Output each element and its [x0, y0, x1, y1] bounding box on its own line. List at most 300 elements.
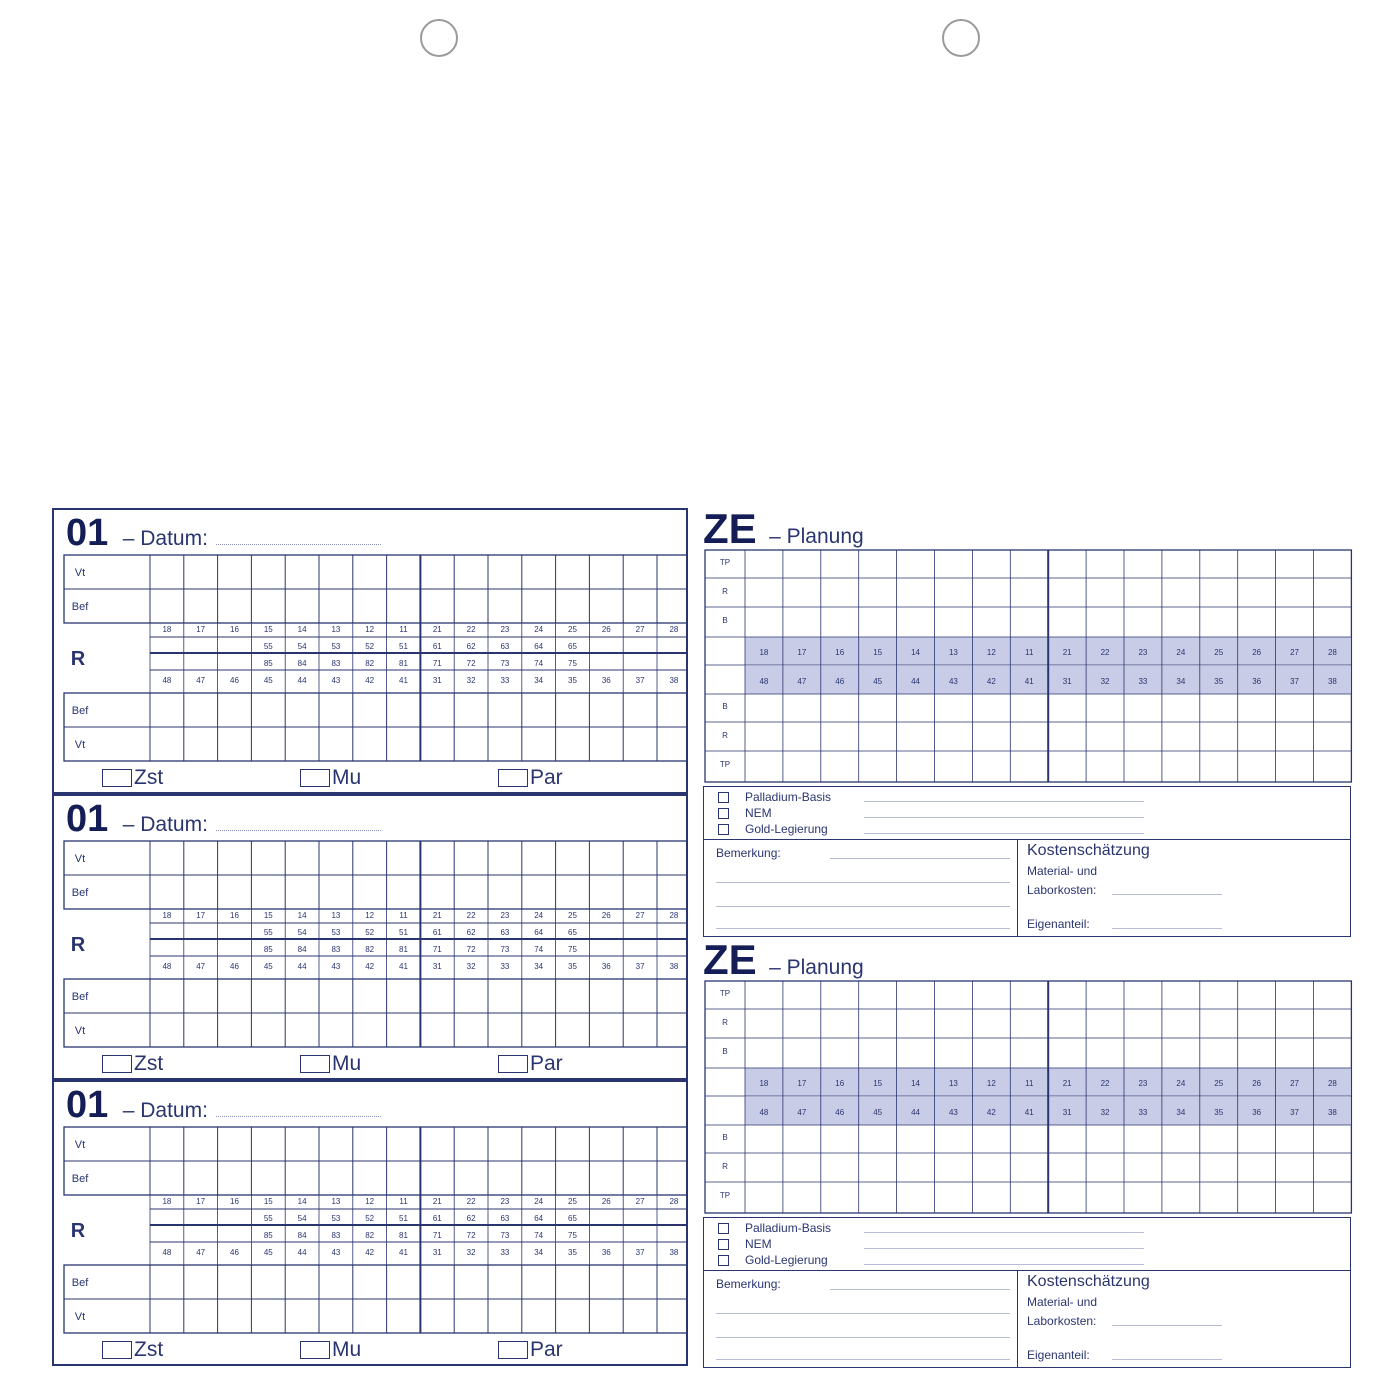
material-box [703, 1217, 1351, 1271]
ze-tooth-number: 15 [873, 648, 883, 657]
tooth-number: 18 [162, 911, 172, 920]
tooth-number: 42 [365, 676, 375, 685]
tooth-number: 51 [399, 642, 408, 651]
tooth-number: 15 [263, 625, 273, 634]
tooth-number: 53 [331, 928, 341, 937]
ze-row-label: R [722, 1162, 728, 1171]
par-label: Par [530, 766, 563, 789]
tooth-number: 45 [263, 962, 273, 971]
tooth-number: 48 [162, 1248, 172, 1257]
tooth-number: 35 [568, 676, 577, 685]
bemerkung-line[interactable] [716, 1313, 1010, 1314]
tooth-number: 83 [331, 659, 341, 668]
ze-tooth-number: 21 [1062, 1079, 1072, 1088]
tooth-number: 54 [297, 1214, 307, 1223]
notes-box [703, 839, 1351, 937]
side-label-left: Vt [74, 853, 86, 865]
tooth-number: 62 [466, 1214, 476, 1223]
card-number: 01 [66, 798, 109, 840]
ze-tooth-number: 34 [1176, 1108, 1186, 1117]
tooth-number: 46 [230, 676, 239, 685]
tooth-number: 28 [669, 625, 679, 634]
material-line[interactable] [864, 1264, 1144, 1265]
material-option-nem[interactable]: NEM [718, 1237, 772, 1251]
tooth-number: 22 [466, 1197, 476, 1206]
ze-row-label: B [722, 702, 728, 711]
tooth-number: 27 [635, 625, 645, 634]
tooth-number: 37 [635, 1248, 645, 1257]
ze-tooth-number: 14 [911, 648, 921, 657]
tooth-number: 43 [331, 676, 341, 685]
tooth-number: 35 [568, 962, 577, 971]
side-label-left: Bef [71, 1277, 89, 1289]
tooth-number: 18 [162, 625, 172, 634]
card-number: 01 [66, 1084, 109, 1126]
eigenanteil-line[interactable] [1112, 1359, 1222, 1360]
ze-tooth-number: 37 [1290, 677, 1300, 686]
ze-tooth-number: 47 [797, 1108, 807, 1117]
tooth-number: 11 [399, 625, 408, 634]
kosten-line1: Material- und [1027, 864, 1098, 878]
par-label: Par [530, 1338, 563, 1361]
tooth-number: 82 [365, 659, 375, 668]
tooth-number: 23 [500, 911, 510, 920]
mu-label: Mu [332, 1052, 362, 1075]
ze-tooth-number: 28 [1327, 1079, 1337, 1088]
side-label-left: Bef [71, 601, 89, 613]
tooth-grid [54, 1082, 686, 1367]
ze-planning-card-1 [703, 505, 1353, 939]
tooth-number: 25 [568, 1197, 577, 1206]
tooth-number: 52 [365, 928, 375, 937]
tooth-number: 71 [432, 1231, 442, 1240]
tooth-number: 46 [230, 962, 239, 971]
material-line[interactable] [864, 1248, 1144, 1249]
ze-tooth-number: 17 [797, 648, 807, 657]
dental-chart-card-1 [52, 508, 688, 794]
tooth-grid [54, 796, 686, 1081]
ze-tooth-number: 43 [948, 677, 958, 686]
tooth-number: 84 [297, 1231, 307, 1240]
ze-tooth-number: 13 [948, 1079, 958, 1088]
tooth-number: 75 [568, 945, 577, 954]
ze-row-label: R [722, 731, 728, 740]
tooth-number: 37 [635, 962, 645, 971]
ze-tooth-number: 46 [835, 1108, 845, 1117]
ze-tooth-number: 14 [911, 1079, 921, 1088]
tooth-number: 13 [331, 911, 341, 920]
tooth-number: 47 [196, 962, 206, 971]
mu-checkbox[interactable] [300, 1338, 361, 1362]
kosten-line2: Laborkosten: [1027, 1314, 1097, 1328]
tooth-number: 82 [365, 1231, 375, 1240]
ze-tooth-number: 45 [873, 1108, 883, 1117]
material-option-palladium[interactable]: Palladium-Basis [718, 790, 831, 804]
tooth-number: 47 [196, 676, 206, 685]
tooth-number: 64 [534, 1214, 544, 1223]
tooth-number: 73 [500, 659, 510, 668]
bemerkung-label: Bemerkung: [716, 1277, 781, 1291]
tooth-number: 72 [466, 659, 476, 668]
tooth-number: 53 [331, 1214, 341, 1223]
tooth-number: 44 [297, 676, 307, 685]
bemerkung-line[interactable] [830, 858, 1010, 859]
ze-tooth-number: 48 [759, 1108, 769, 1117]
tooth-number: 34 [534, 676, 544, 685]
material-option-nem[interactable]: NEM [718, 806, 772, 820]
divider [1017, 1271, 1018, 1367]
tooth-number: 12 [365, 625, 375, 634]
tooth-number: 74 [534, 1231, 544, 1240]
ze-tooth-number: 32 [1100, 677, 1110, 686]
ze-tooth-number: 44 [911, 677, 921, 686]
bemerkung-line[interactable] [716, 928, 1010, 929]
tooth-number: 51 [399, 1214, 408, 1223]
ze-tooth-number: 34 [1176, 677, 1186, 686]
ze-planning-card-2 [703, 936, 1353, 1370]
punch-hole-right [942, 19, 980, 57]
ze-tooth-number: 44 [911, 1108, 921, 1117]
tooth-number: 81 [399, 1231, 408, 1240]
tooth-number: 26 [601, 911, 611, 920]
tooth-number: 32 [466, 676, 476, 685]
material-option-gold[interactable]: Gold-Legierung [718, 822, 828, 836]
tooth-number: 12 [365, 911, 375, 920]
tooth-number: 54 [297, 642, 307, 651]
tooth-number: 11 [399, 1197, 408, 1206]
ze-tooth-number: 33 [1138, 677, 1148, 686]
ze-title: ZE [703, 505, 757, 552]
ze-tooth-number: 25 [1214, 1079, 1224, 1088]
eigenanteil-label: Eigenanteil: [1027, 1348, 1090, 1362]
tooth-number: 75 [568, 1231, 577, 1240]
tooth-number: 65 [568, 1214, 577, 1223]
ze-tooth-number: 33 [1138, 1108, 1148, 1117]
tooth-number: 44 [297, 962, 307, 971]
ze-tooth-number: 23 [1138, 1079, 1148, 1088]
tooth-number: 21 [432, 911, 442, 920]
side-label-left: Vt [74, 567, 86, 579]
tooth-number: 43 [331, 962, 341, 971]
bemerkung-line[interactable] [716, 1337, 1010, 1338]
kosten-title: Kostenschätzung [1027, 1273, 1150, 1290]
tooth-number: 75 [568, 659, 577, 668]
tooth-number: 52 [365, 1214, 375, 1223]
tooth-number: 47 [196, 1248, 206, 1257]
ze-tooth-number: 15 [873, 1079, 883, 1088]
ze-tooth-number: 16 [835, 1079, 845, 1088]
tooth-number: 36 [601, 676, 611, 685]
tooth-number: 37 [635, 676, 645, 685]
tooth-number: 85 [263, 659, 273, 668]
tooth-number: 23 [500, 625, 510, 634]
tooth-number: 84 [297, 659, 307, 668]
tooth-number: 28 [669, 1197, 679, 1206]
zst-label: Zst [134, 1338, 164, 1361]
ze-tooth-number: 25 [1214, 648, 1224, 657]
ze-tooth-number: 23 [1138, 648, 1148, 657]
tooth-number: 34 [534, 962, 544, 971]
tooth-number: 55 [263, 1214, 273, 1223]
ze-tooth-number: 27 [1290, 1079, 1300, 1088]
punch-hole-left [420, 19, 458, 57]
ze-tooth-number: 16 [835, 648, 845, 657]
tooth-number: 53 [331, 642, 341, 651]
tooth-number: 81 [399, 659, 408, 668]
zst-checkbox[interactable] [102, 1052, 163, 1076]
tooth-number: 13 [331, 625, 341, 634]
ze-tooth-number: 11 [1025, 1079, 1034, 1088]
tooth-number: 71 [432, 659, 442, 668]
side-label-left: Vt [74, 739, 86, 751]
dental-chart-card-3 [52, 1080, 688, 1366]
tooth-number: 15 [263, 1197, 273, 1206]
tooth-number: 83 [331, 1231, 341, 1240]
dental-chart-card-2 [52, 794, 688, 1080]
tooth-number: 16 [230, 1197, 239, 1206]
tooth-number: 33 [500, 676, 510, 685]
tooth-number: 34 [534, 1248, 544, 1257]
tooth-number: 26 [601, 625, 611, 634]
side-label-left: Vt [74, 1025, 86, 1037]
tooth-number: 42 [365, 962, 375, 971]
tooth-number: 65 [568, 928, 577, 937]
ze-header [703, 505, 864, 553]
material-option-gold[interactable]: Gold-Legierung [718, 1253, 828, 1267]
ze-row-label: TP [719, 1191, 731, 1200]
tooth-number: 18 [162, 1197, 172, 1206]
tooth-number: 43 [331, 1248, 341, 1257]
ze-tooth-number: 43 [948, 1108, 958, 1117]
tooth-number: 74 [534, 945, 544, 954]
datum-label: – Datum: [122, 1099, 208, 1122]
par-label: Par [530, 1052, 563, 1075]
tooth-number: 81 [399, 945, 408, 954]
ze-row-label: R [722, 587, 728, 596]
ze-tooth-number: 12 [986, 648, 996, 657]
tooth-number: 42 [365, 1248, 375, 1257]
material-line[interactable] [864, 817, 1144, 818]
tooth-number: 38 [669, 1248, 679, 1257]
datum-label: – Datum: [122, 527, 208, 550]
tooth-number: 72 [466, 1231, 476, 1240]
tooth-number: 14 [297, 911, 307, 920]
ze-tooth-number: 42 [986, 677, 996, 686]
tooth-number: 65 [568, 642, 577, 651]
tooth-number: 31 [432, 1248, 442, 1257]
right-side-letter: R [70, 648, 86, 670]
zst-checkbox[interactable] [102, 766, 163, 790]
tooth-number: 61 [432, 928, 442, 937]
kosten-line1: Material- und [1027, 1295, 1098, 1309]
ze-row-label: TP [719, 558, 731, 567]
material-line[interactable] [864, 833, 1144, 834]
tooth-number: 13 [331, 1197, 341, 1206]
tooth-number: 63 [500, 642, 510, 651]
tooth-number: 61 [432, 642, 442, 651]
mu-checkbox[interactable] [300, 1052, 361, 1076]
tooth-number: 63 [500, 1214, 510, 1223]
tooth-number: 25 [568, 911, 577, 920]
laborkosten-line[interactable] [1112, 894, 1222, 895]
tooth-number: 31 [432, 676, 442, 685]
ze-tooth-number: 37 [1290, 1108, 1300, 1117]
tooth-number: 15 [263, 911, 273, 920]
tooth-number: 35 [568, 1248, 577, 1257]
tooth-number: 52 [365, 642, 375, 651]
mu-label: Mu [332, 1338, 362, 1361]
tooth-number: 55 [263, 928, 273, 937]
laborkosten-line[interactable] [1112, 1325, 1222, 1326]
tooth-number: 41 [399, 962, 408, 971]
ze-subtitle: – Planung [769, 525, 864, 548]
ze-row-label: B [722, 1047, 728, 1056]
ze-tooth-number: 46 [835, 677, 845, 686]
ze-row-label: B [722, 616, 728, 625]
ze-tooth-number: 22 [1100, 1079, 1110, 1088]
tooth-number: 48 [162, 676, 172, 685]
tooth-number: 73 [500, 1231, 510, 1240]
tooth-number: 72 [466, 945, 476, 954]
kosten-title: Kostenschätzung [1027, 842, 1150, 859]
tooth-number: 17 [196, 911, 206, 920]
tooth-number: 16 [230, 625, 239, 634]
tooth-number: 25 [568, 625, 577, 634]
tooth-number: 54 [297, 928, 307, 937]
material-option-palladium[interactable]: Palladium-Basis [718, 1221, 831, 1235]
tooth-number: 45 [263, 676, 273, 685]
ze-tooth-number: 17 [797, 1079, 807, 1088]
side-label-left: Bef [71, 705, 89, 717]
side-label-left: Vt [74, 1139, 86, 1151]
tooth-number: 74 [534, 659, 544, 668]
card-number: 01 [66, 512, 109, 554]
ze-tooth-number: 31 [1062, 677, 1072, 686]
tooth-number: 48 [162, 962, 172, 971]
tooth-number: 11 [399, 911, 408, 920]
tooth-number: 61 [432, 1214, 442, 1223]
ze-tooth-number: 38 [1327, 1108, 1337, 1117]
ze-tooth-number: 11 [1025, 648, 1034, 657]
ze-tooth-number: 38 [1327, 677, 1337, 686]
tooth-number: 22 [466, 625, 476, 634]
ze-row-label: R [722, 1018, 728, 1027]
tooth-number: 21 [432, 625, 442, 634]
tooth-number: 51 [399, 928, 408, 937]
ze-tooth-number: 13 [948, 648, 958, 657]
material-box [703, 786, 1351, 840]
mu-checkbox[interactable] [300, 766, 361, 790]
ze-tooth-number: 31 [1062, 1108, 1072, 1117]
side-label-left: Bef [71, 1173, 89, 1185]
ze-tooth-number: 21 [1062, 648, 1072, 657]
tooth-number: 73 [500, 945, 510, 954]
material-line[interactable] [864, 1232, 1144, 1233]
ze-tooth-grid [703, 549, 1353, 785]
ze-tooth-number: 26 [1252, 648, 1262, 657]
tooth-number: 41 [399, 1248, 408, 1257]
tooth-number: 38 [669, 676, 679, 685]
bemerkung-line[interactable] [716, 882, 1010, 883]
tooth-number: 16 [230, 911, 239, 920]
side-label-left: Vt [74, 1311, 86, 1323]
tooth-number: 46 [230, 1248, 239, 1257]
right-side-letter: R [70, 934, 86, 956]
ze-tooth-number: 45 [873, 677, 883, 686]
ze-tooth-number: 36 [1252, 677, 1262, 686]
tooth-number: 12 [365, 1197, 375, 1206]
tooth-number: 26 [601, 1197, 611, 1206]
ze-header [703, 936, 864, 984]
ze-tooth-number: 22 [1100, 648, 1110, 657]
ze-tooth-number: 18 [759, 1079, 769, 1088]
tooth-number: 71 [432, 945, 442, 954]
eigenanteil-label: Eigenanteil: [1027, 917, 1090, 931]
tooth-number: 62 [466, 642, 476, 651]
bemerkung-line[interactable] [716, 1359, 1010, 1360]
ze-tooth-number: 35 [1214, 677, 1224, 686]
tooth-number: 14 [297, 625, 307, 634]
tooth-number: 24 [534, 625, 544, 634]
right-side-letter: R [70, 1220, 86, 1242]
tooth-number: 36 [601, 962, 611, 971]
ze-tooth-grid [703, 980, 1353, 1216]
ze-tooth-number: 24 [1176, 648, 1186, 657]
eigenanteil-line[interactable] [1112, 928, 1222, 929]
tooth-number: 17 [196, 625, 206, 634]
ze-tooth-number: 26 [1252, 1079, 1262, 1088]
tooth-number: 17 [196, 1197, 206, 1206]
tooth-number: 22 [466, 911, 476, 920]
side-label-left: Bef [71, 991, 89, 1003]
zst-checkbox[interactable] [102, 1338, 163, 1362]
ze-tooth-number: 24 [1176, 1079, 1186, 1088]
zst-label: Zst [134, 766, 164, 789]
ze-row-label: TP [719, 989, 731, 998]
tooth-number: 63 [500, 928, 510, 937]
tooth-number: 27 [635, 1197, 645, 1206]
notes-box [703, 1270, 1351, 1368]
tooth-number: 64 [534, 642, 544, 651]
mu-label: Mu [332, 766, 362, 789]
par-checkbox[interactable] [498, 1338, 563, 1362]
side-label-left: Bef [71, 887, 89, 899]
tooth-number: 31 [432, 962, 442, 971]
ze-title: ZE [703, 936, 757, 983]
tooth-number: 36 [601, 1248, 611, 1257]
par-checkbox[interactable] [498, 1052, 563, 1076]
datum-label: – Datum: [122, 813, 208, 836]
tooth-number: 62 [466, 928, 476, 937]
tooth-number: 14 [297, 1197, 307, 1206]
material-line[interactable] [864, 801, 1144, 802]
ze-tooth-number: 18 [759, 648, 769, 657]
ze-tooth-number: 28 [1327, 648, 1337, 657]
bemerkung-line[interactable] [830, 1289, 1010, 1290]
tooth-number: 24 [534, 1197, 544, 1206]
ze-tooth-number: 41 [1024, 677, 1034, 686]
tooth-number: 64 [534, 928, 544, 937]
tooth-number: 33 [500, 1248, 510, 1257]
bemerkung-line[interactable] [716, 906, 1010, 907]
tooth-number: 55 [263, 642, 273, 651]
kosten-line2: Laborkosten: [1027, 883, 1097, 897]
bemerkung-label: Bemerkung: [716, 846, 781, 860]
tooth-number: 27 [635, 911, 645, 920]
par-checkbox[interactable] [498, 766, 563, 790]
tooth-number: 85 [263, 1231, 273, 1240]
tooth-number: 32 [466, 1248, 476, 1257]
